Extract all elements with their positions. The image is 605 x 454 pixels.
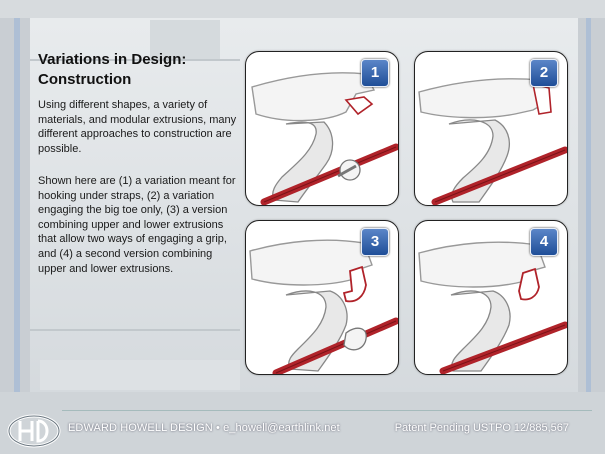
variation-number-badge: 3 xyxy=(361,228,389,256)
variation-panel-1 xyxy=(245,51,399,206)
variation-panel-2 xyxy=(414,51,568,206)
slide-title xyxy=(38,50,238,90)
description-paragraph: Shown here are (1) a variation meant for hooking under straps, (2) a variation engaging the big toe only, (3) a version combining upper and lower extrusions that allow two ways of engaging a grip, and (4) a second version combining upper and lower extrusions. xyxy=(38,175,236,275)
company-logo xyxy=(6,413,62,449)
slide-title-line2: Construction xyxy=(38,71,132,88)
variation-number-badge: 4 xyxy=(530,228,558,256)
slide-title-line1: Variations in Design: xyxy=(38,51,187,68)
variation-number-badge: 1 xyxy=(361,59,389,87)
footer-divider xyxy=(62,410,592,411)
variation-panel-3 xyxy=(245,220,399,375)
variation-number-badge: 2 xyxy=(530,59,558,87)
footer-company: EDWARD HOWELL DESIGN • e_howell@earthlink.net xyxy=(68,422,340,434)
variation-panel-4 xyxy=(414,220,568,375)
footer-patent: Patent Pending USTPO 12/885,567 xyxy=(394,422,569,434)
intro-paragraph: Using different shapes, a variety of materials, and modular extrusions, many different approaches to construction are possible. xyxy=(38,99,237,155)
